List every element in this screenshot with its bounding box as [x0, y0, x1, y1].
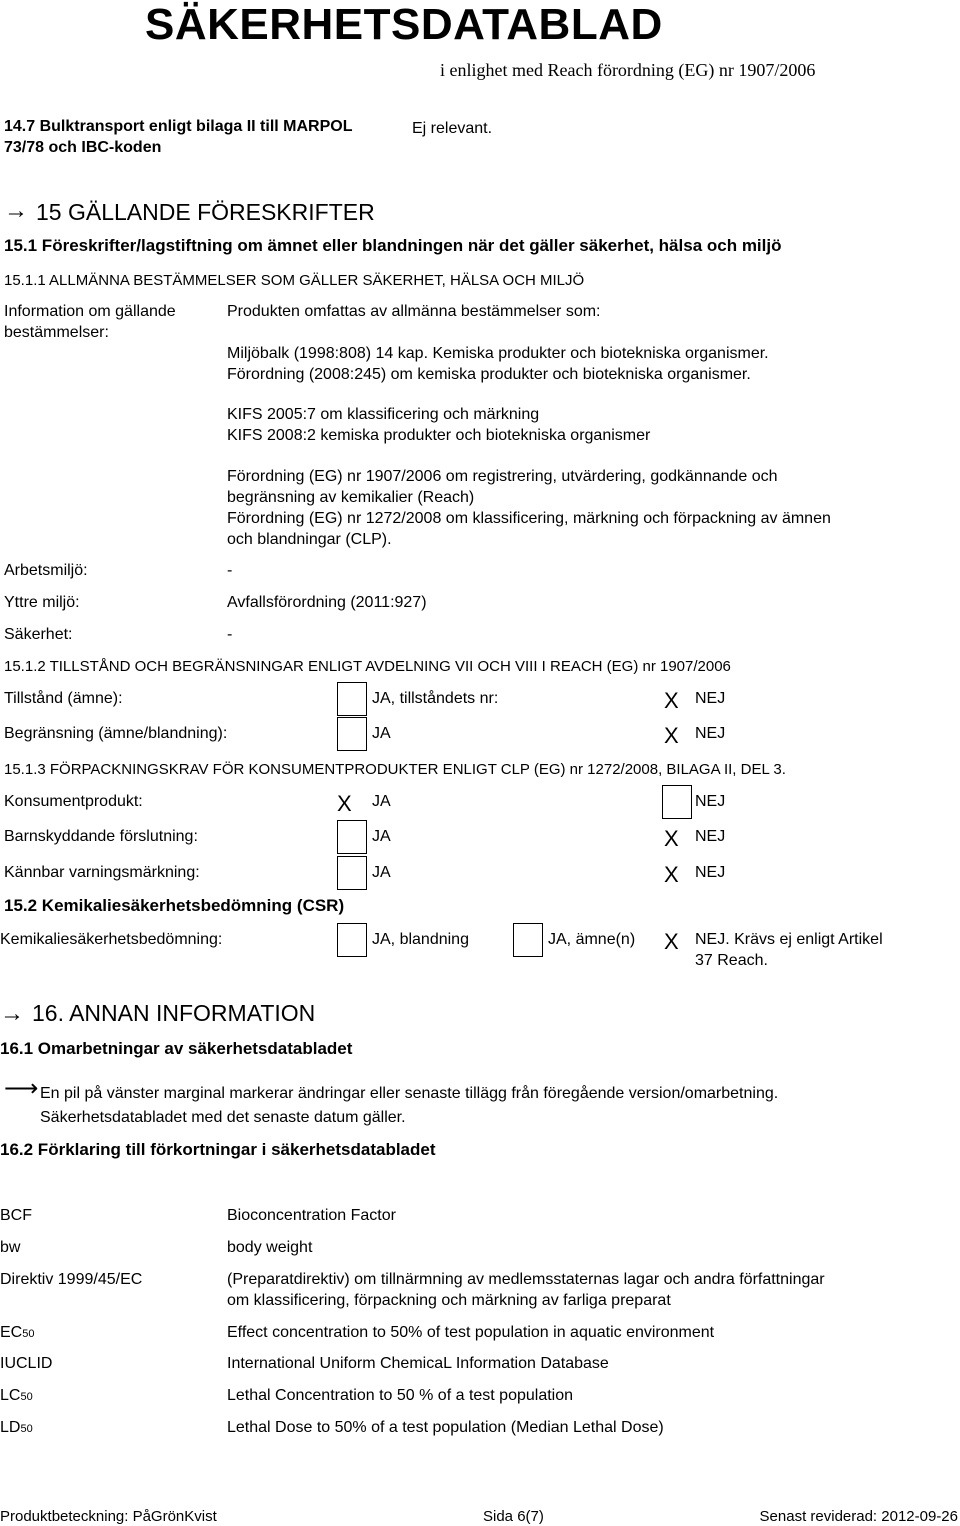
section-16-heading: 16. ANNAN INFORMATION [32, 1000, 316, 1026]
konsument-ja-mark: X [337, 791, 352, 816]
abbreviation-term: EC50 [0, 1324, 35, 1341]
footer-product: Produktbeteckning: PåGrönKvist [0, 1508, 217, 1525]
abbreviation-description: Lethal Dose to 50% of a test population (Median Lethal Dose) [227, 1419, 664, 1436]
section-15-1-1-heading: 15.1.1 ALLMÄNNA BESTÄMMELSER SOM GÄLLER SÄKERHET, HÄLSA OCH MILJÖ [4, 272, 585, 289]
abbreviation-description: Effect concentration to 50% of test population in aquatic environment [227, 1324, 715, 1341]
abbreviation-term: LD50 [0, 1419, 33, 1436]
yttre-miljo-value: Avfallsförordning (2011:927) [227, 594, 427, 611]
abbreviation-description: Lethal Concentration to 50 % of a test population [227, 1387, 574, 1404]
csr-nej-label-line1: NEJ. Krävs ej enligt Artikel [695, 931, 883, 948]
sakerhet-label: Säkerhet: [4, 626, 73, 643]
csr-blandning-checkbox[interactable] [337, 923, 367, 957]
tillstand-ja-label: JA, tillståndets nr: [372, 690, 499, 707]
document-title: SÄKERHETSDATABLAD [145, 0, 663, 49]
section-15-1-heading: 15.1 Föreskrifter/lagstiftning om ämnet eller blandningen när det gäller säkerhet, hälsa och miljö [4, 236, 782, 255]
begransning-nej-label: NEJ [695, 725, 726, 742]
section-15-1-3-heading: 15.1.3 FÖRPACKNINGSKRAV FÖR KONSUMENTPRODUKTER ENLIGT CLP (EG) nr 1272/2008, BILAGA II, DEL 3. [4, 761, 786, 778]
arbetsmiljo-value: - [227, 562, 233, 579]
abbreviation-description: (Preparatdirektiv) om tillnärmning av medlemsstaternas lagar och andra författningar [227, 1271, 825, 1288]
info-label-line2: bestämmelser: [4, 324, 109, 341]
konsument-nej-label: NEJ [695, 793, 726, 810]
varningsmarkning-ja-label: JA [372, 864, 391, 881]
section-16-2-heading: 16.2 Förklaring till förkortningar i säkerhetsdatabladet [0, 1140, 436, 1159]
footer-revised-date: Senast reviderad: 2012-09-26 [759, 1508, 958, 1525]
section-14-7-value: Ej relevant. [412, 120, 493, 137]
abbreviation-description: body weight [227, 1239, 313, 1256]
konsument-ja-label: JA [372, 793, 391, 810]
info-line: Förordning (EG) nr 1907/2006 om registrering, utvärdering, godkännande och [227, 468, 778, 485]
margin-arrow-icon: ⟶ [4, 1075, 39, 1102]
info-line: Miljöbalk (1998:808) 14 kap. Kemiska produkter och biotekniska organismer. [227, 345, 769, 362]
tillstand-ja-checkbox[interactable] [337, 682, 367, 716]
section-14-7-label-line1: 14.7 Bulktransport enligt bilaga II till MARPOL [4, 118, 353, 135]
section-16-1-heading: 16.1 Omarbetningar av säkerhetsdatabladet [0, 1039, 353, 1058]
change-arrow-icon: → [4, 197, 28, 224]
section-15-heading: 15 GÄLLANDE FÖRESKRIFTER [36, 199, 375, 225]
csr-nej-mark: X [664, 929, 679, 954]
arbetsmiljo-label: Arbetsmiljö: [4, 562, 88, 579]
section-15-2-heading: 15.2 Kemikaliesäkerhetsbedömning (CSR) [4, 896, 345, 915]
barnskydd-nej-mark: X [664, 826, 679, 851]
varningsmarkning-label: Kännbar varningsmärkning: [4, 864, 200, 881]
footer-page-number: Sida 6(7) [483, 1508, 544, 1525]
section-14-7-label-line2: 73/78 och IBC-koden [4, 139, 162, 156]
document-subtitle: i enlighet med Reach förordning (EG) nr 1907/2006 [440, 60, 816, 80]
tillstand-nej-mark: X [664, 688, 679, 713]
info-line: KIFS 2008:2 kemiska produkter och biotekniska organismer [227, 427, 651, 444]
info-line: och blandningar (CLP). [227, 531, 392, 548]
section-15-1-2-heading: 15.1.2 TILLSTÅND OCH BEGRÄNSNINGAR ENLIGT AVDELNING VII OCH VIII I REACH (EG) nr 1907/2006 [4, 658, 731, 675]
csr-nej-label-line2: 37 Reach. [695, 952, 768, 969]
info-line: KIFS 2005:7 om klassificering och märkning [227, 406, 540, 423]
barnskydd-label: Barnskyddande förslutning: [4, 828, 198, 845]
abbreviation-description-cont: om klassificering, förpackning och märkning av farliga preparat [227, 1292, 671, 1309]
yttre-miljo-label: Yttre miljö: [4, 594, 80, 611]
begransning-ja-checkbox[interactable] [337, 717, 367, 751]
info-line: begränsning av kemikalier (Reach) [227, 489, 475, 506]
abbreviation-description: Bioconcentration Factor [227, 1207, 396, 1224]
varningsmarkning-ja-checkbox[interactable] [337, 856, 367, 890]
revision-note-line2: Säkerhetsdatabladet med det senaste datum gäller. [40, 1109, 406, 1126]
csr-amne-checkbox[interactable] [513, 923, 543, 957]
abbreviation-term: Direktiv 1999/45/EC [0, 1271, 143, 1288]
konsument-label: Konsumentprodukt: [4, 793, 143, 810]
info-line: Produkten omfattas av allmänna bestämmelser som: [227, 303, 601, 320]
barnskydd-ja-label: JA [372, 828, 391, 845]
revision-note-line1: En pil på vänster marginal markerar ändringar eller senaste tillägg från föregående version/omarbetning. [40, 1085, 779, 1102]
csr-blandning-label: JA, blandning [372, 931, 469, 948]
info-line: Förordning (EG) nr 1272/2008 om klassificering, märkning och förpackning av ämnen [227, 510, 831, 527]
varningsmarkning-nej-mark: X [664, 862, 679, 887]
info-label-line1: Information om gällande [4, 303, 176, 320]
barnskydd-nej-label: NEJ [695, 828, 726, 845]
sakerhet-value: - [227, 626, 233, 643]
change-arrow-icon: → [0, 1000, 24, 1027]
abbreviation-term: BCF [0, 1207, 32, 1224]
konsument-nej-checkbox[interactable] [662, 785, 692, 819]
abbreviation-description: International Uniform ChemicaL Information Database [227, 1355, 609, 1372]
tillstand-nej-label: NEJ [695, 690, 726, 707]
begransning-ja-label: JA [372, 725, 391, 742]
varningsmarkning-nej-label: NEJ [695, 864, 726, 881]
info-line: Förordning (2008:245) om kemiska produkter och biotekniska organismer. [227, 366, 751, 383]
abbreviation-term: bw [0, 1239, 21, 1256]
csr-label: Kemikaliesäkerhetsbedömning: [0, 931, 223, 948]
csr-amne-label: JA, ämne(n) [548, 931, 636, 948]
tillstand-label: Tillstånd (ämne): [4, 690, 123, 707]
barnskydd-ja-checkbox[interactable] [337, 820, 367, 854]
begransning-nej-mark: X [664, 723, 679, 748]
begransning-label: Begränsning (ämne/blandning): [4, 725, 228, 742]
abbreviation-term: LC50 [0, 1387, 33, 1404]
abbreviation-term: IUCLID [0, 1355, 53, 1372]
